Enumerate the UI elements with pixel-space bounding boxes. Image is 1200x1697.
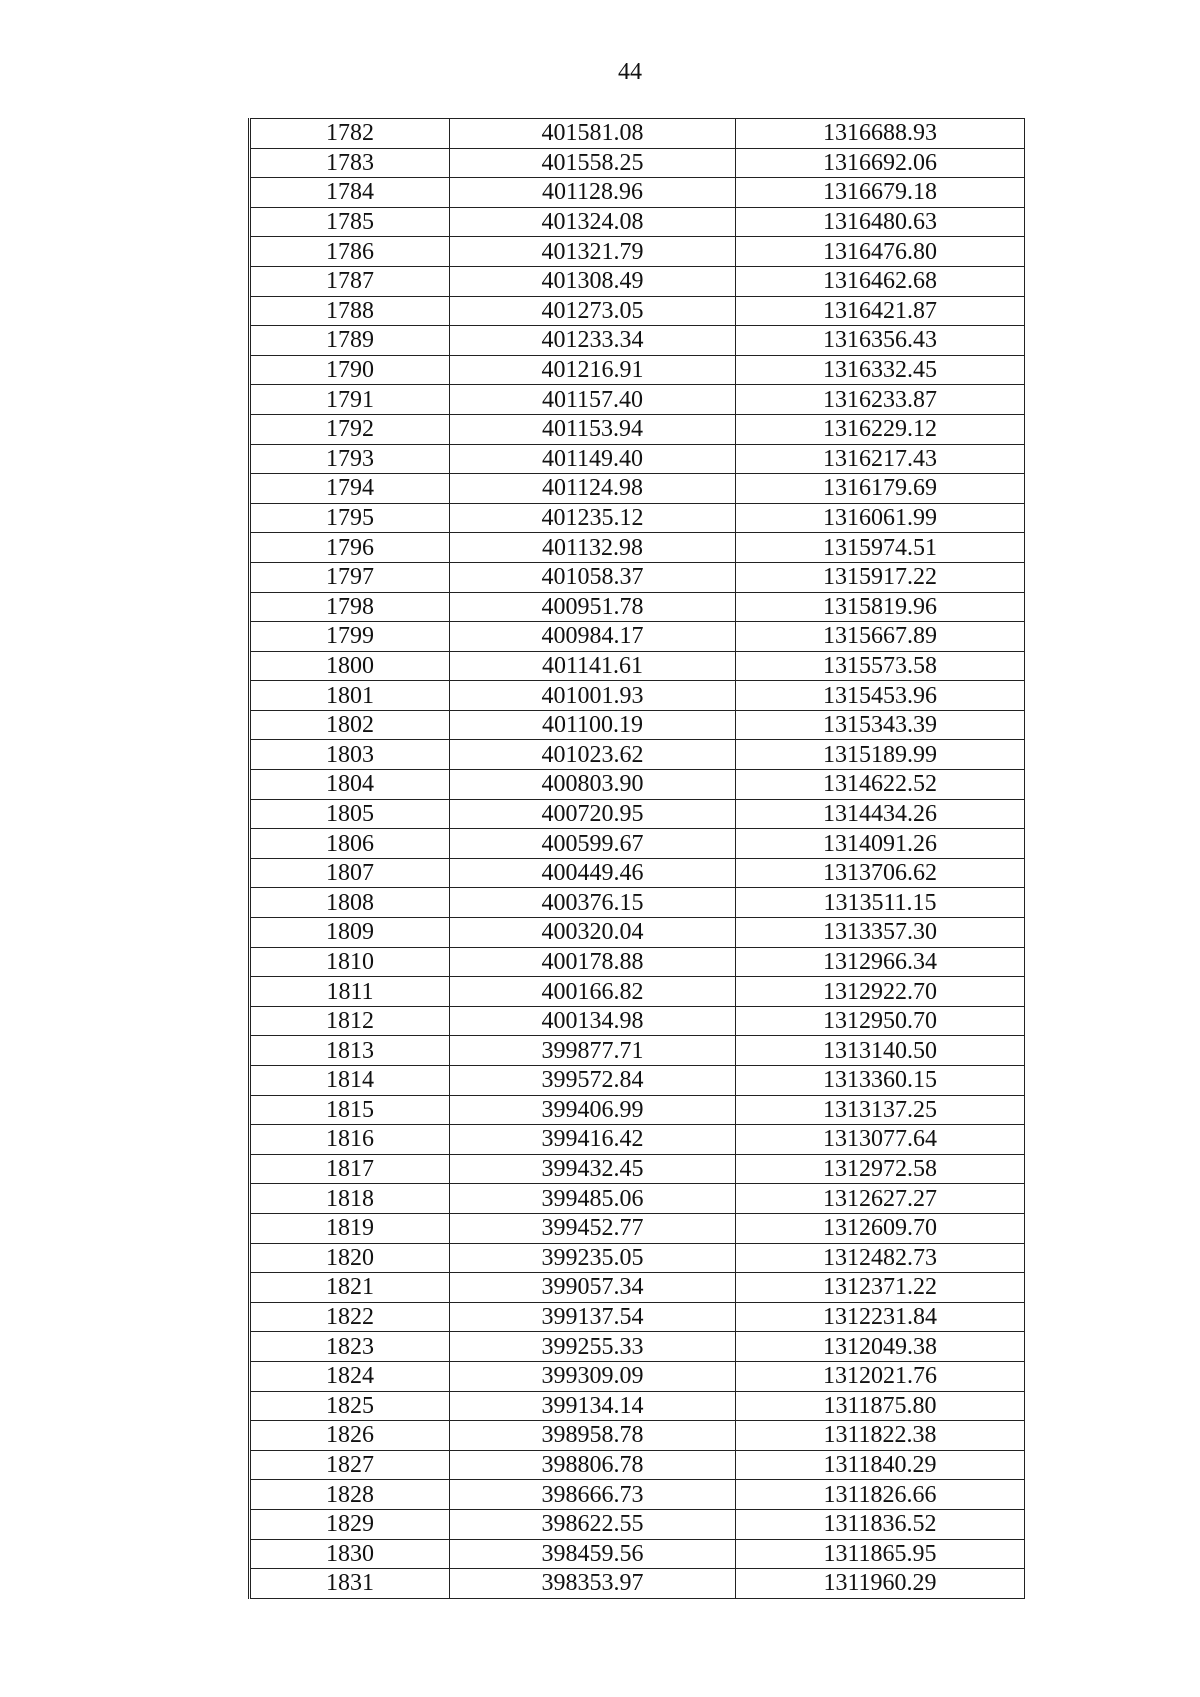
x-coordinate-cell: 401157.40 [450,385,736,415]
point-number-cell: 1818 [250,1184,450,1214]
x-coordinate-cell: 399877.71 [450,1036,736,1066]
y-coordinate-cell: 1315917.22 [736,562,1025,592]
y-coordinate-cell: 1312049.38 [736,1332,1025,1362]
x-coordinate-cell: 400178.88 [450,947,736,977]
point-number-cell: 1806 [250,829,450,859]
x-coordinate-cell: 401216.91 [450,355,736,385]
y-coordinate-cell: 1312972.58 [736,1154,1025,1184]
table-row [250,503,1025,533]
y-coordinate-cell: 1315343.39 [736,710,1025,740]
point-number-cell: 1821 [250,1273,450,1303]
y-coordinate-cell: 1311836.52 [736,1509,1025,1539]
x-coordinate-cell: 399432.45 [450,1154,736,1184]
table-row [250,533,1025,563]
y-coordinate-cell: 1313137.25 [736,1095,1025,1125]
x-coordinate-cell: 398459.56 [450,1539,736,1569]
x-coordinate-cell: 401058.37 [450,562,736,592]
table-row [250,1273,1025,1303]
point-number-cell: 1799 [250,622,450,652]
y-coordinate-cell: 1315573.58 [736,651,1025,681]
point-number-cell: 1785 [250,207,450,237]
y-coordinate-cell: 1313511.15 [736,888,1025,918]
table-row [250,592,1025,622]
y-coordinate-cell: 1312966.34 [736,947,1025,977]
y-coordinate-cell: 1316688.93 [736,119,1025,149]
table-row [250,770,1025,800]
table-row [250,414,1025,444]
x-coordinate-cell: 398666.73 [450,1480,736,1510]
point-number-cell: 1820 [250,1243,450,1273]
x-coordinate-cell: 400134.98 [450,1006,736,1036]
point-number-cell: 1787 [250,266,450,296]
table-row [250,858,1025,888]
y-coordinate-cell: 1312231.84 [736,1302,1025,1332]
table-row [250,1539,1025,1569]
table-row [250,1184,1025,1214]
point-number-cell: 1828 [250,1480,450,1510]
y-coordinate-cell: 1313360.15 [736,1066,1025,1096]
table-row [250,1302,1025,1332]
table-row [250,266,1025,296]
x-coordinate-cell: 400166.82 [450,977,736,1007]
point-number-cell: 1789 [250,326,450,356]
y-coordinate-cell: 1316061.99 [736,503,1025,533]
table-row [250,681,1025,711]
point-number-cell: 1794 [250,474,450,504]
x-coordinate-cell: 399137.54 [450,1302,736,1332]
x-coordinate-cell: 398958.78 [450,1421,736,1451]
y-coordinate-cell: 1316233.87 [736,385,1025,415]
point-number-cell: 1802 [250,710,450,740]
y-coordinate-cell: 1312627.27 [736,1184,1025,1214]
x-coordinate-cell: 401124.98 [450,474,736,504]
x-coordinate-cell: 401128.96 [450,178,736,208]
y-coordinate-cell: 1316679.18 [736,178,1025,208]
x-coordinate-cell: 400376.15 [450,888,736,918]
table-row [250,562,1025,592]
x-coordinate-cell: 401308.49 [450,266,736,296]
table-row [250,918,1025,948]
y-coordinate-cell: 1315667.89 [736,622,1025,652]
y-coordinate-cell: 1312482.73 [736,1243,1025,1273]
table-row [250,1213,1025,1243]
table-row [250,207,1025,237]
y-coordinate-cell: 1316462.68 [736,266,1025,296]
point-number-cell: 1826 [250,1421,450,1451]
y-coordinate-cell: 1313357.30 [736,918,1025,948]
table-body [250,119,1025,1599]
table-row [250,888,1025,918]
table-row [250,1391,1025,1421]
point-number-cell: 1816 [250,1125,450,1155]
table-row [250,474,1025,504]
table-row [250,1421,1025,1451]
y-coordinate-cell: 1316332.45 [736,355,1025,385]
x-coordinate-cell: 401273.05 [450,296,736,326]
x-coordinate-cell: 401149.40 [450,444,736,474]
table-row [250,740,1025,770]
point-number-cell: 1795 [250,503,450,533]
point-number-cell: 1793 [250,444,450,474]
point-number-cell: 1800 [250,651,450,681]
table-row [250,355,1025,385]
point-number-cell: 1825 [250,1391,450,1421]
point-number-cell: 1782 [250,119,450,149]
table-row [250,1450,1025,1480]
point-number-cell: 1823 [250,1332,450,1362]
table-row [250,1569,1025,1599]
x-coordinate-cell: 400720.95 [450,799,736,829]
point-number-cell: 1815 [250,1095,450,1125]
x-coordinate-cell: 399235.05 [450,1243,736,1273]
x-coordinate-cell: 401558.25 [450,148,736,178]
point-number-cell: 1824 [250,1361,450,1391]
table-row [250,1036,1025,1066]
x-coordinate-cell: 401100.19 [450,710,736,740]
x-coordinate-cell: 401153.94 [450,414,736,444]
y-coordinate-cell: 1315819.96 [736,592,1025,622]
x-coordinate-cell: 399255.33 [450,1332,736,1362]
point-number-cell: 1811 [250,977,450,1007]
point-number-cell: 1798 [250,592,450,622]
x-coordinate-cell: 401581.08 [450,119,736,149]
x-coordinate-cell: 400599.67 [450,829,736,859]
x-coordinate-cell: 401141.61 [450,651,736,681]
y-coordinate-cell: 1311826.66 [736,1480,1025,1510]
y-coordinate-cell: 1312021.76 [736,1361,1025,1391]
y-coordinate-cell: 1316480.63 [736,207,1025,237]
table-row [250,1095,1025,1125]
x-coordinate-cell: 400449.46 [450,858,736,888]
x-coordinate-cell: 398353.97 [450,1569,736,1599]
x-coordinate-cell: 399485.06 [450,1184,736,1214]
point-number-cell: 1784 [250,178,450,208]
y-coordinate-cell: 1312609.70 [736,1213,1025,1243]
x-coordinate-cell: 398806.78 [450,1450,736,1480]
point-number-cell: 1822 [250,1302,450,1332]
table-row [250,710,1025,740]
table-row [250,1066,1025,1096]
x-coordinate-cell: 401233.34 [450,326,736,356]
coordinate-table [248,118,1025,1599]
table-row [250,1332,1025,1362]
y-coordinate-cell: 1314622.52 [736,770,1025,800]
y-coordinate-cell: 1313140.50 [736,1036,1025,1066]
table-row [250,237,1025,267]
y-coordinate-cell: 1311840.29 [736,1450,1025,1480]
y-coordinate-cell: 1315453.96 [736,681,1025,711]
x-coordinate-cell: 401023.62 [450,740,736,770]
point-number-cell: 1817 [250,1154,450,1184]
x-coordinate-cell: 399134.14 [450,1391,736,1421]
point-number-cell: 1786 [250,237,450,267]
y-coordinate-cell: 1311865.95 [736,1539,1025,1569]
point-number-cell: 1809 [250,918,450,948]
table-row [250,444,1025,474]
point-number-cell: 1831 [250,1569,450,1599]
page-number: 44 [618,59,642,85]
point-number-cell: 1812 [250,1006,450,1036]
y-coordinate-cell: 1311875.80 [736,1391,1025,1421]
y-coordinate-cell: 1316692.06 [736,148,1025,178]
table-row [250,1361,1025,1391]
y-coordinate-cell: 1313077.64 [736,1125,1025,1155]
table-row [250,977,1025,1007]
point-number-cell: 1783 [250,148,450,178]
x-coordinate-cell: 400951.78 [450,592,736,622]
y-coordinate-cell: 1314434.26 [736,799,1025,829]
x-coordinate-cell: 400803.90 [450,770,736,800]
y-coordinate-cell: 1316476.80 [736,237,1025,267]
x-coordinate-cell: 399406.99 [450,1095,736,1125]
point-number-cell: 1803 [250,740,450,770]
x-coordinate-cell: 399416.42 [450,1125,736,1155]
x-coordinate-cell: 399452.77 [450,1213,736,1243]
point-number-cell: 1804 [250,770,450,800]
point-number-cell: 1830 [250,1539,450,1569]
y-coordinate-cell: 1311822.38 [736,1421,1025,1451]
point-number-cell: 1814 [250,1066,450,1096]
point-number-cell: 1810 [250,947,450,977]
table-row [250,622,1025,652]
x-coordinate-cell: 399572.84 [450,1066,736,1096]
point-number-cell: 1829 [250,1509,450,1539]
y-coordinate-cell: 1312922.70 [736,977,1025,1007]
x-coordinate-cell: 400320.04 [450,918,736,948]
y-coordinate-cell: 1312950.70 [736,1006,1025,1036]
y-coordinate-cell: 1313706.62 [736,858,1025,888]
x-coordinate-cell: 399057.34 [450,1273,736,1303]
x-coordinate-cell: 401132.98 [450,533,736,563]
x-coordinate-cell: 399309.09 [450,1361,736,1391]
point-number-cell: 1792 [250,414,450,444]
y-coordinate-cell: 1314091.26 [736,829,1025,859]
point-number-cell: 1827 [250,1450,450,1480]
y-coordinate-cell: 1315189.99 [736,740,1025,770]
point-number-cell: 1791 [250,385,450,415]
y-coordinate-cell: 1311960.29 [736,1569,1025,1599]
point-number-cell: 1808 [250,888,450,918]
x-coordinate-cell: 401001.93 [450,681,736,711]
point-number-cell: 1805 [250,799,450,829]
table-row [250,148,1025,178]
y-coordinate-cell: 1316421.87 [736,296,1025,326]
point-number-cell: 1813 [250,1036,450,1066]
table-row [250,1125,1025,1155]
table-row [250,385,1025,415]
y-coordinate-cell: 1316229.12 [736,414,1025,444]
y-coordinate-cell: 1315974.51 [736,533,1025,563]
x-coordinate-cell: 401324.08 [450,207,736,237]
x-coordinate-cell: 401321.79 [450,237,736,267]
table-row [250,1243,1025,1273]
y-coordinate-cell: 1316179.69 [736,474,1025,504]
point-number-cell: 1801 [250,681,450,711]
table-row [250,178,1025,208]
table-row [250,1509,1025,1539]
x-coordinate-cell: 400984.17 [450,622,736,652]
table-row [250,119,1025,149]
point-number-cell: 1797 [250,562,450,592]
y-coordinate-cell: 1312371.22 [736,1273,1025,1303]
table-row [250,326,1025,356]
table-row [250,296,1025,326]
point-number-cell: 1819 [250,1213,450,1243]
point-number-cell: 1796 [250,533,450,563]
x-coordinate-cell: 398622.55 [450,1509,736,1539]
y-coordinate-cell: 1316356.43 [736,326,1025,356]
table-row [250,651,1025,681]
table-row [250,829,1025,859]
table-row [250,1154,1025,1184]
table-row [250,799,1025,829]
y-coordinate-cell: 1316217.43 [736,444,1025,474]
point-number-cell: 1788 [250,296,450,326]
table-row [250,1006,1025,1036]
table-row [250,1480,1025,1510]
point-number-cell: 1807 [250,858,450,888]
table-row [250,947,1025,977]
point-number-cell: 1790 [250,355,450,385]
x-coordinate-cell: 401235.12 [450,503,736,533]
